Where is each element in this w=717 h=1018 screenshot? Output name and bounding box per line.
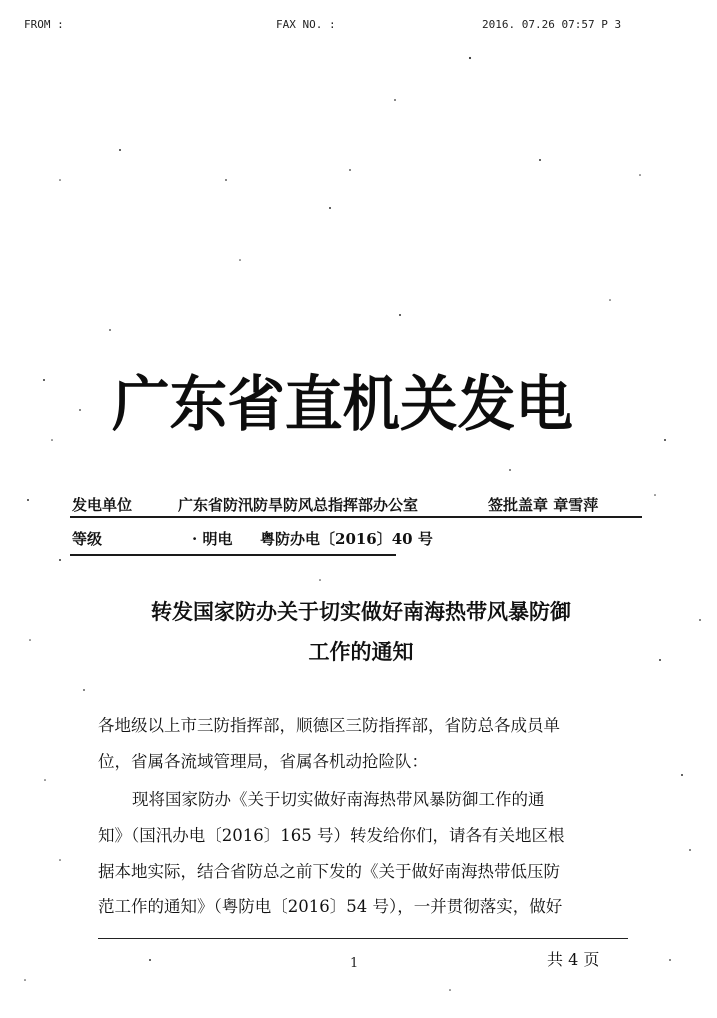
grade-label: 等级 [72, 530, 103, 548]
body-line: 位，省属各流域管理局，省属各机动抢险队： [98, 752, 428, 771]
document-masthead-title: 广东省直机关发电 [112, 370, 573, 440]
footer-divider [98, 938, 628, 939]
body-line: 知》（国汛办电〔2016〕165 号）转发给你们，请各有关地区根 [98, 826, 565, 845]
fax-timestamp: 2016. 07.26 07:57 P 3 [482, 18, 622, 31]
fax-from: FROM : [24, 18, 64, 31]
body-line: 现将国家防办《关于切实做好南海热带风暴防御工作的通 [132, 790, 545, 809]
body-line: 范工作的通知》（粤防电〔2016〕54 号），一并贯彻落实，做好 [98, 897, 563, 916]
issuer-value: 广东省防汛防旱防风总指挥部办公室 [178, 496, 419, 514]
notice-title-line: 工作的通知 [308, 640, 414, 664]
page-number: 1 [350, 956, 359, 971]
meta-divider [70, 516, 642, 518]
page-total: 共 4 页 [547, 950, 600, 969]
body-line: 据本地实际，结合省防总之前下发的《关于做好南海热带低压防 [98, 862, 560, 881]
fax-number: FAX NO. : [276, 18, 336, 31]
issuer-label: 发电单位 [72, 496, 133, 514]
notice-title-line: 转发国家防办关于切实做好南海热带风暴防御 [151, 600, 571, 624]
signer: 签批盖章 章雪萍 [488, 496, 599, 514]
body-line: 各地级以上市三防指挥部，顺德区三防指挥部，省防总各成员单 [98, 716, 560, 735]
meta-divider [70, 554, 396, 556]
grade-value: · 明电 [192, 530, 233, 548]
document-number: 粤防办电〔2016〕40 号 [260, 530, 433, 548]
